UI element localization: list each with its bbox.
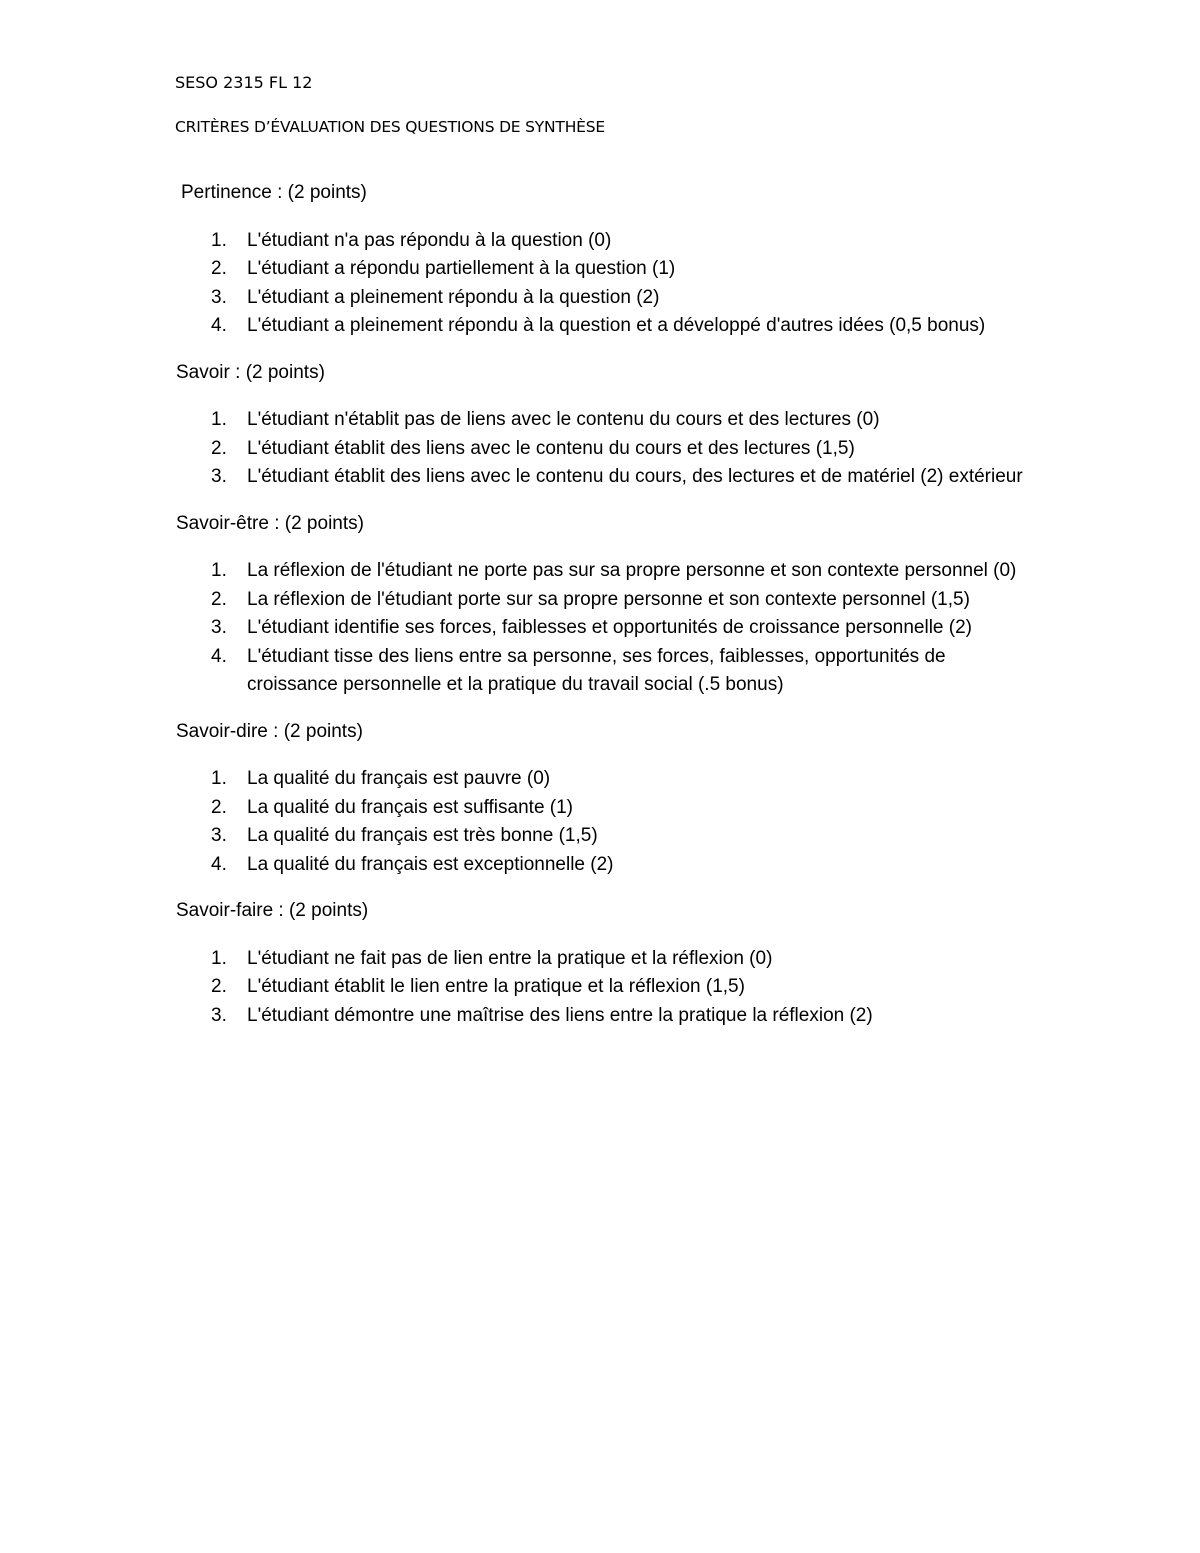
criteria-list bbox=[176, 765, 1036, 879]
criteria-item bbox=[176, 765, 1036, 794]
criteria-content bbox=[176, 179, 1036, 1048]
criteria-item bbox=[176, 312, 1036, 341]
criteria-item bbox=[176, 255, 1036, 284]
item-number: 3. bbox=[211, 286, 227, 308]
section-heading: Pertinence : (2 points) bbox=[181, 182, 367, 203]
section-savoir-etre bbox=[176, 510, 1036, 700]
item-text: L'étudiant ne fait pas de lien entre la pratique et la réflexion (0) bbox=[247, 947, 773, 969]
item-text: L'étudiant identifie ses forces, faiblesses et opportunités de croissance personnelle (2) bbox=[247, 617, 972, 638]
criteria-item bbox=[176, 406, 1036, 435]
item-text: L'étudiant a pleinement répondu à la question et a développé d'autres idées (0,5 bonus) bbox=[247, 315, 986, 336]
item-number: 2. bbox=[211, 258, 227, 279]
criteria-item bbox=[176, 973, 1036, 1002]
item-number: 4. bbox=[211, 315, 227, 336]
criteria-item bbox=[176, 227, 1036, 256]
section-heading: Savoir-être : (2 points) bbox=[176, 512, 364, 534]
item-number: 2. bbox=[211, 976, 227, 997]
criteria-item bbox=[176, 1002, 1036, 1031]
item-text: L'étudiant démontre une maîtrise des liens entre la pratique la réflexion (2) bbox=[247, 1004, 873, 1026]
item-text: L'étudiant a pleinement répondu à la question (2) bbox=[247, 286, 660, 308]
item-text: La qualité du français est très bonne (1,5) bbox=[247, 825, 598, 846]
section-heading: Savoir : (2 points) bbox=[176, 361, 325, 383]
item-text: La qualité du français est pauvre (0) bbox=[247, 768, 551, 789]
item-number: 3. bbox=[211, 466, 227, 487]
criteria-item bbox=[176, 643, 1036, 700]
item-number: 3. bbox=[211, 1004, 227, 1026]
item-text: La réflexion de l'étudiant porte sur sa propre personne et son contexte personnel (1,5) bbox=[247, 588, 970, 610]
item-number: 1. bbox=[211, 409, 227, 430]
item-text: L'étudiant établit des liens avec le contenu du cours et des lectures (1,5) bbox=[247, 437, 855, 459]
criteria-list bbox=[176, 945, 1036, 1031]
item-number: 2. bbox=[211, 796, 227, 818]
criteria-item bbox=[176, 586, 1036, 615]
item-number: 3. bbox=[211, 617, 227, 638]
item-number: 2. bbox=[211, 588, 227, 610]
item-number: 2. bbox=[211, 437, 227, 459]
course-code: SESO 2315 FL 12 bbox=[175, 73, 313, 92]
criteria-item bbox=[176, 435, 1036, 464]
item-number: 3. bbox=[211, 825, 227, 846]
criteria-list bbox=[176, 406, 1036, 492]
item-number: 1. bbox=[211, 229, 227, 251]
criteria-item bbox=[176, 284, 1036, 313]
item-text: L'étudiant établit le lien entre la pratique et la réflexion (1,5) bbox=[247, 976, 745, 997]
criteria-list bbox=[176, 557, 1036, 700]
item-text: L'étudiant tisse des liens entre sa personne, ses forces, faiblesses, opportunités de croissance personnelle et la pratique du travail social (.5 bonus) bbox=[247, 645, 946, 695]
item-number: 1. bbox=[211, 768, 227, 789]
section-pertinence bbox=[176, 179, 1036, 341]
criteria-list bbox=[176, 227, 1036, 341]
criteria-item bbox=[176, 614, 1036, 643]
criteria-item bbox=[176, 851, 1036, 880]
item-text: L'étudiant établit des liens avec le contenu du cours, des lectures et de matériel (2) extérieur bbox=[247, 466, 1023, 487]
item-number: 4. bbox=[211, 645, 227, 667]
section-savoir bbox=[176, 359, 1036, 492]
item-text: L'étudiant a répondu partiellement à la question (1) bbox=[247, 258, 676, 279]
section-savoir-dire bbox=[176, 718, 1036, 880]
item-text: La qualité du français est suffisante (1) bbox=[247, 796, 574, 818]
item-number: 1. bbox=[211, 947, 227, 969]
item-text: L'étudiant n'a pas répondu à la question (0) bbox=[247, 229, 612, 251]
section-heading: Savoir-dire : (2 points) bbox=[176, 720, 363, 742]
document-title: CRITÈRES D’ÉVALUATION DES QUESTIONS DE SYNTHÈSE bbox=[175, 118, 605, 136]
item-number: 1. bbox=[211, 560, 227, 581]
item-text: L'étudiant n'établit pas de liens avec le contenu du cours et des lectures (0) bbox=[247, 409, 880, 430]
criteria-item bbox=[176, 557, 1036, 586]
item-text: La qualité du français est exceptionnelle (2) bbox=[247, 853, 614, 875]
item-text: La réflexion de l'étudiant ne porte pas sur sa propre personne et son contexte personnel (0) bbox=[247, 560, 1017, 581]
criteria-item bbox=[176, 945, 1036, 974]
section-heading: Savoir-faire : (2 points) bbox=[176, 900, 369, 921]
criteria-item bbox=[176, 822, 1036, 851]
criteria-item bbox=[176, 794, 1036, 823]
section-savoir-faire bbox=[176, 897, 1036, 1030]
criteria-item bbox=[176, 463, 1036, 492]
item-number: 4. bbox=[211, 853, 227, 875]
